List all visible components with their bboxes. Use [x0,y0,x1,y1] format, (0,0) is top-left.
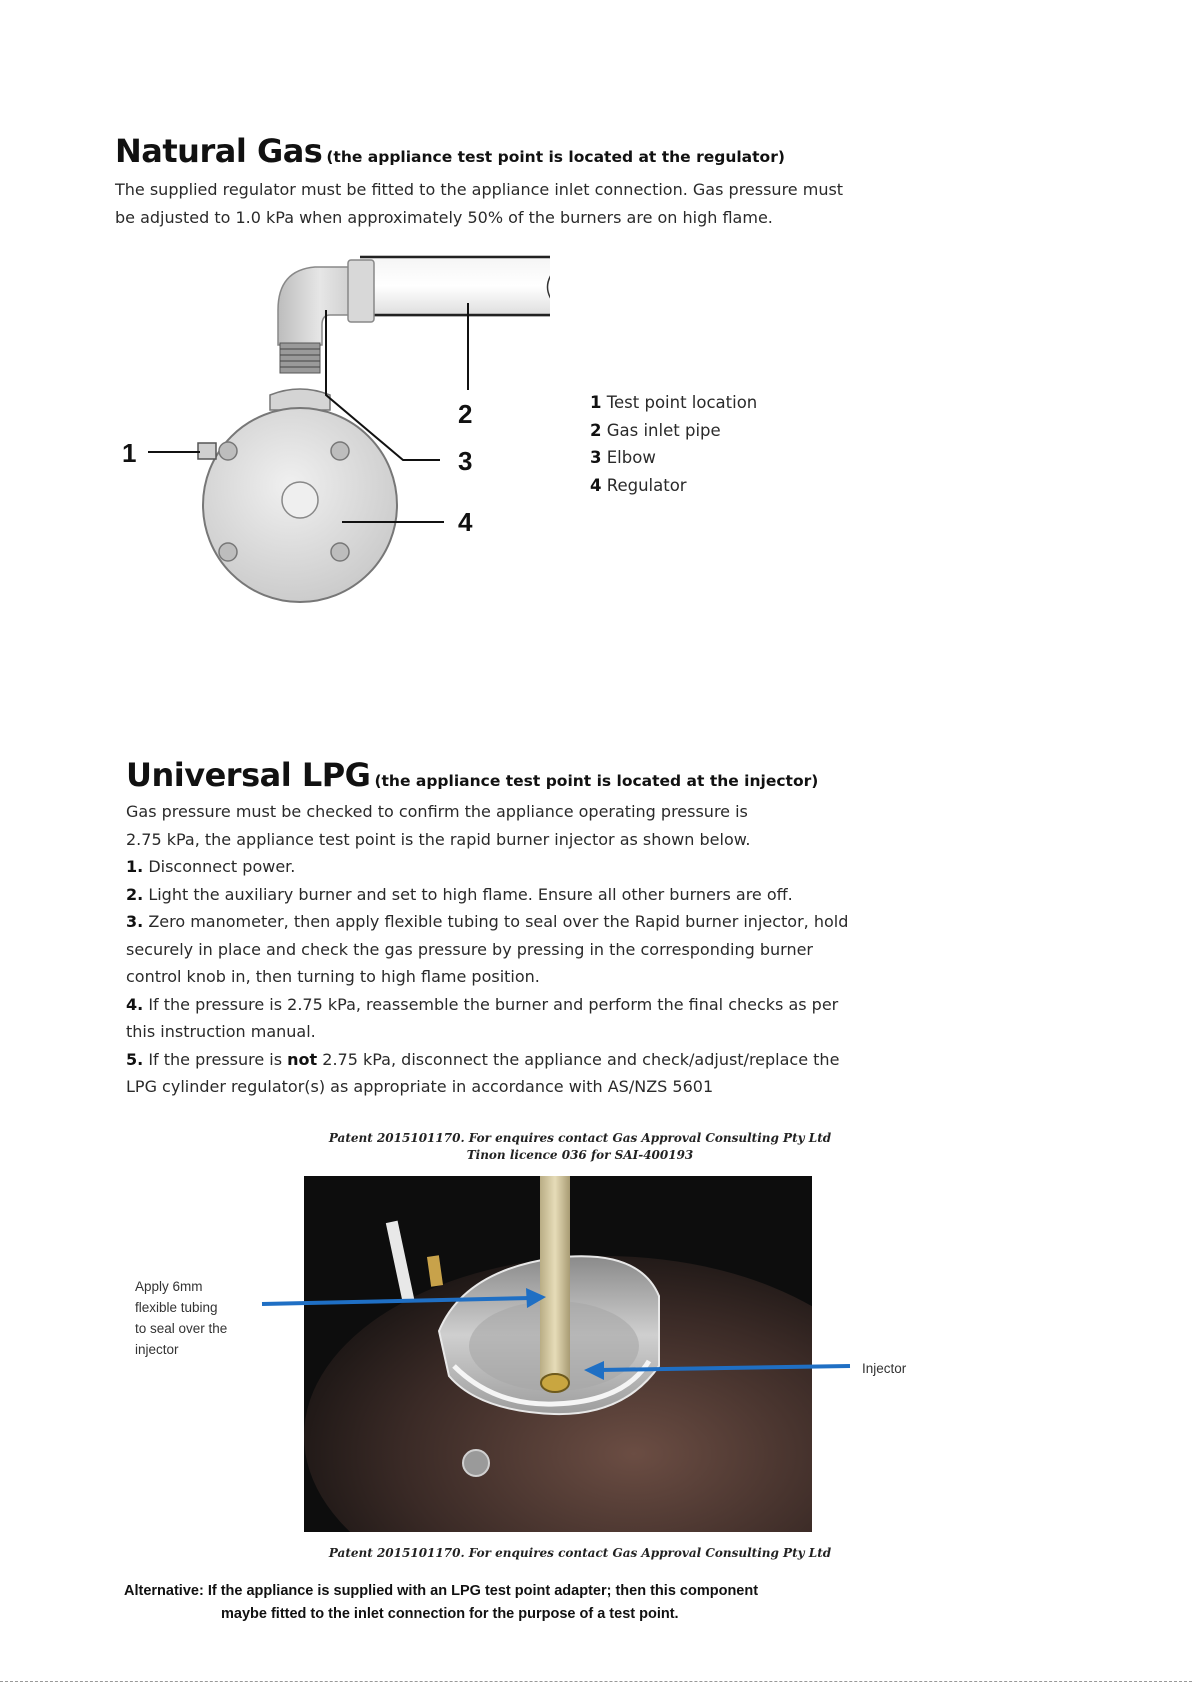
lpg-step-5: 5. If the pressure is not 2.75 kPa, disconnect the appliance and check/adjust/replace the [126,1049,840,1069]
lpg-title: Universal LPG [126,756,371,794]
lpg-instructions [126,798,1086,1101]
injector-photo [304,1176,812,1532]
lpg-step-4: 4. If the pressure is 2.75 kPa, reassemble the burner and perform the final checks as per [126,994,839,1014]
patent-caption-top [250,1130,910,1164]
injector-note: Injector [862,1361,907,1376]
natural-gas-subtitle: (the appliance test point is located at the regulator) [326,148,785,166]
diagram-number-1: 1 [122,438,137,468]
lpg-step-3-cont: control knob in, then turning to high flame position. [126,967,540,986]
tubing-note-line: injector [135,1342,179,1357]
natural-gas-title: Natural Gas [115,132,323,170]
regulator-diagram [110,255,570,630]
alternative-line-2: maybe fitted to the inlet connection for the purpose of a test point. [221,1606,679,1622]
legend-item: 1 Test point location [590,393,758,412]
lpg-intro-line: 2.75 kPa, the appliance test point is the rapid burner injector as shown below. [126,829,751,849]
diagram-legend [590,389,757,499]
injector [541,1374,569,1392]
lpg-step-3: 3. Zero manometer, then apply flexible tubing to seal over the Rapid burner injector, hold [126,912,849,931]
alternative-note [124,1580,1124,1626]
diagram-number-2: 2 [458,399,473,429]
lpg-step-1: 1. Disconnect power. [126,857,296,876]
lpg-subtitle: (the appliance test point is located at the injector) [374,772,819,790]
test-point [198,443,216,459]
natural-gas-heading [115,132,785,170]
diagram-number-4: 4 [458,507,473,537]
flexible-tube [540,1176,570,1382]
page-bottom-border [0,1681,1192,1682]
legend-item: 2 Gas inlet pipe [590,420,721,440]
tubing-note-line: flexible tubing [135,1300,218,1315]
natural-gas-line: be adjusted to 1.0 kPa when approximately 50% of the burners are on high flame. [115,207,773,227]
lpg-heading [126,756,818,794]
lpg-step-2: 2. Light the auxiliary burner and set to high flame. Ensure all other burners are off. [126,884,793,904]
patent-caption-line: Tinon licence 036 for SAI-400193 [466,1148,694,1162]
tubing-note-line: to seal over the [135,1321,228,1336]
natural-gas-paragraph [115,176,1075,231]
diagram-number-3: 3 [458,446,473,476]
gas-inlet-pipe [360,255,570,317]
lpg-step-5-cont: LPG cylinder regulator(s) as appropriate in accordance with AS/NZS 5601 [126,1077,714,1096]
tubing-note [135,1276,227,1360]
patent-caption-bottom: Patent 2015101170. For enquires contact Gas Approval Consulting Pty Ltd [328,1546,832,1560]
lpg-intro-line: Gas pressure must be checked to confirm the appliance operating pressure is [126,802,748,821]
natural-gas-line: The supplied regulator must be fitted to the appliance inlet connection. Gas pressure must [115,180,844,199]
lpg-step-3-cont: securely in place and check the gas pressure by pressing in the corresponding burner [126,939,813,959]
legend-item: 4 Regulator [590,475,687,495]
alternative-line-1: Alternative: If the appliance is supplied with an LPG test point adapter; then this component [124,1583,759,1599]
lpg-step-4-cont: this instruction manual. [126,1022,316,1041]
tubing-note-line: Apply 6mm [135,1279,203,1294]
patent-caption-line: Patent 2015101170. For enquires contact Gas Approval Consulting Pty Ltd [328,1131,832,1145]
legend-item: 3 Elbow [590,448,656,467]
